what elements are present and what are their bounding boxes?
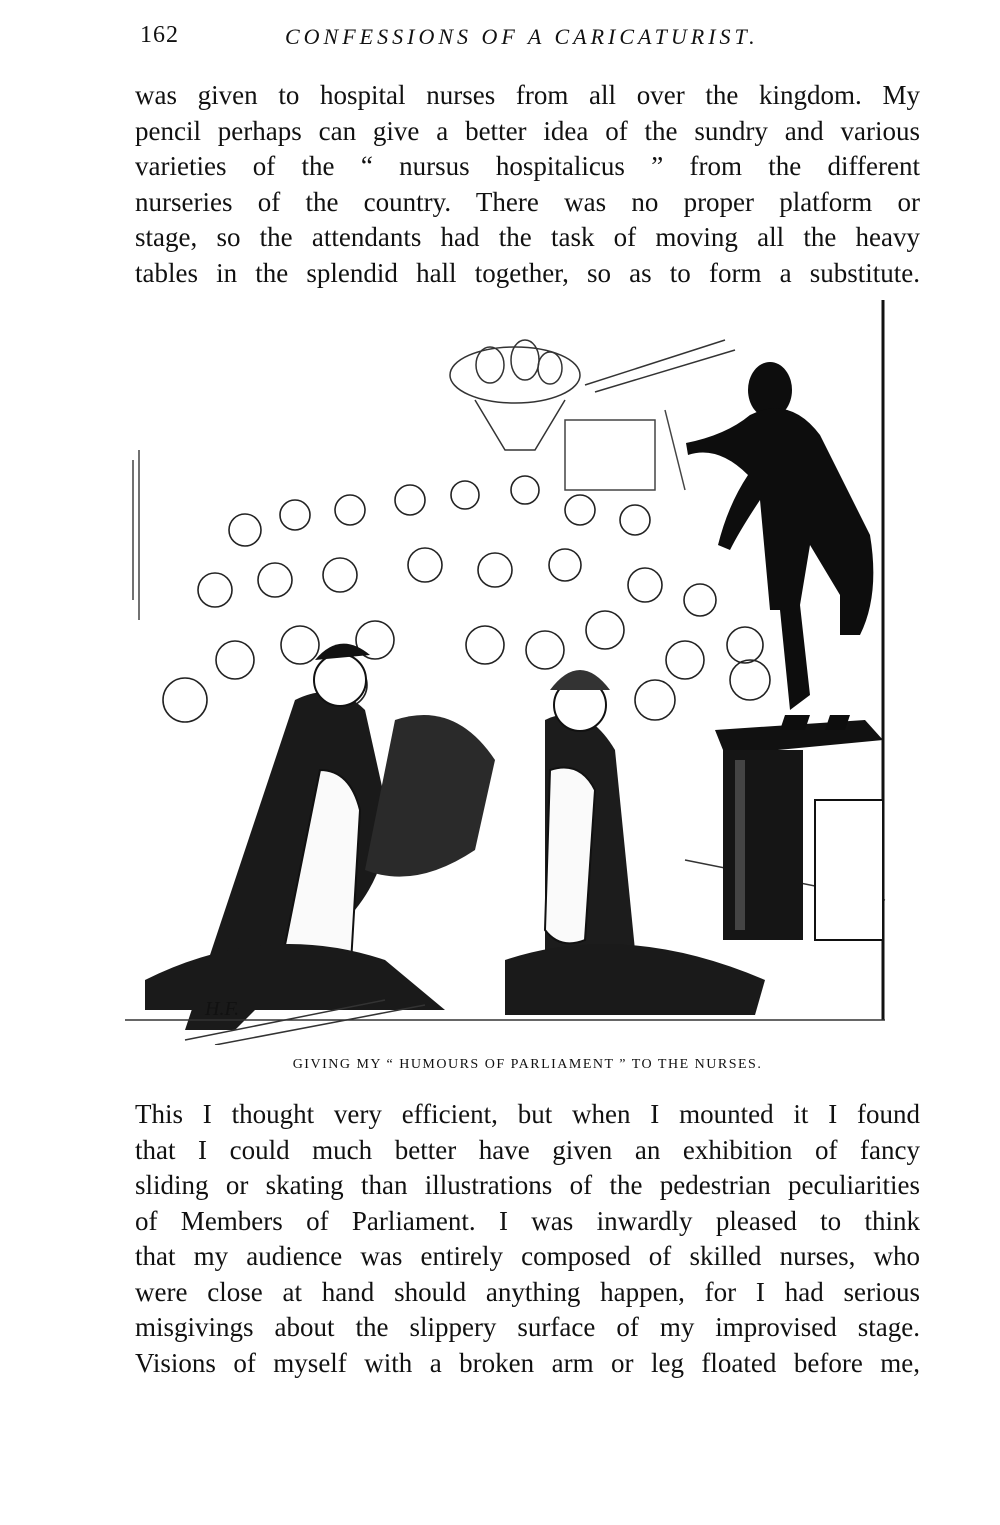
illustration-caption: GIVING MY “ HUMOURS OF PARLIAMENT ” TO THE NURSES. xyxy=(292,1057,763,1072)
illustration xyxy=(125,300,895,1045)
text-line: varieties of the “ nursus hospitalicus ” from the different xyxy=(135,151,920,181)
speaker-figure xyxy=(686,362,873,730)
paragraph-top xyxy=(135,78,920,291)
text-line: were close at hand should anything happen, for I had serious xyxy=(135,1276,920,1307)
table-platform xyxy=(715,720,883,940)
chandelier-sketch xyxy=(450,340,735,450)
audience-sketch xyxy=(163,476,770,722)
text-line: was given to hospital nurses from all over the kingdom. My xyxy=(135,80,920,110)
text-line: pencil perhaps can give a better idea of the sundry and various xyxy=(135,115,920,146)
text-line: of Members of Parliament. I was inwardly pleased to think xyxy=(135,1205,920,1236)
book-title: CONFESSIONS OF A CARICATURIST. xyxy=(285,24,759,49)
text-line: Visions of myself with a broken arm or leg floated before me, xyxy=(135,1347,920,1378)
running-head xyxy=(135,22,917,52)
text-line: stage, so the attendants had the task of moving all the heavy xyxy=(135,222,920,252)
text-line: that I could much better have given an exhibition of fancy xyxy=(135,1134,920,1165)
paragraph-bottom xyxy=(135,1097,920,1381)
text-line: tables in the splendid hall together, so as to form a substitute. xyxy=(135,257,920,288)
text-line: This I thought very efficient, but when I mounted it I found xyxy=(135,1099,920,1129)
text-line: nurseries of the country. There was no proper platform or xyxy=(135,186,920,217)
text-line: misgivings about the slippery surface of my improvised stage. xyxy=(135,1312,920,1342)
illustration-drawing xyxy=(125,300,895,1045)
foreground-nurses xyxy=(145,644,765,1030)
text-line: that my audience was entirely composed of skilled nurses, who xyxy=(135,1241,920,1271)
page-number: 162 xyxy=(140,22,179,48)
text-line: sliding or skating than illustrations of the pedestrian peculiarities xyxy=(135,1170,920,1200)
artist-signature: H.F. xyxy=(205,998,240,1020)
